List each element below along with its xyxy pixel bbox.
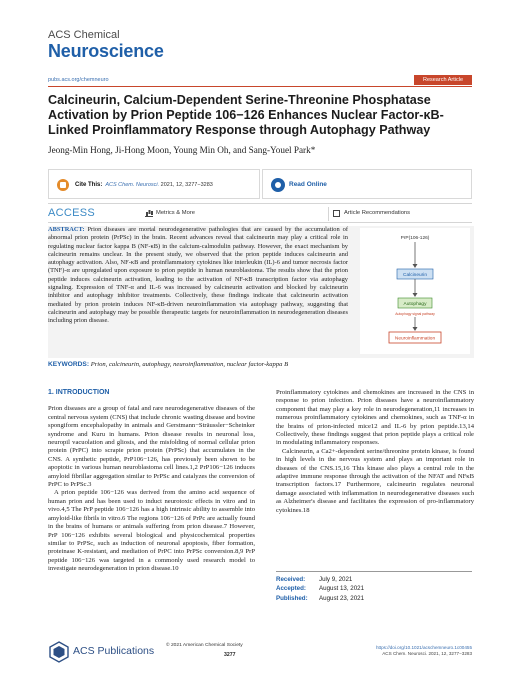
article-history <box>276 575 364 603</box>
body-column-left <box>48 389 255 574</box>
history-label: Accepted: <box>276 585 306 593</box>
article-type-badge: Research Article <box>414 75 472 85</box>
history-value: August 13, 2021 <box>319 585 365 593</box>
toc-arrowhead-1 <box>413 264 418 268</box>
paragraph: Prion diseases are a group of fatal and rare neurodegenerative diseases of the central nervous system (CNS) that include chronic wasting disease and bovine spongiform encephalopathy in animals and Gerstmann−Sträussler−Scheinker syndrome and Kuru in humans. Prion disease results in neuronal loss, neuropil vacuolation and gliosis, and the misfolding of normal cellular prion protein (PrPC) into scrapie prion protein (PrPSc) that accumulates in the CNS. A synthetic peptide, PrP106−126, has previously been shown to be apoptotic in various human neuroblastoma cell lines.1,2 PrP106−126 induces amyloid fibrillar aggregation similar to PrPSc and catalyzes the conversion of PrPC to PrPSc.3 <box>48 405 255 489</box>
cite-this-button[interactable] <box>48 169 260 199</box>
toc-top-label: PrP(106-126) <box>400 236 430 241</box>
paragraph: Calcineurin, a Ca2+-dependent serine/threonine protein kinase, is found in high levels in the nervous system and plays an important role in diseases of the CNS.15,16 This kinase also plays a central role in the adaptive immune response through the activation of the NFAT and NFκB transcription factors.17 Furthermore, calcineurin regulates neuronal damage associated with inflammation in neurodegenerative diseases such as Alzheimer's disease and facilitates the expression of pro-inflammatory cytokines.18 <box>276 447 474 514</box>
doi-block <box>376 645 472 658</box>
history-divider <box>276 571 472 572</box>
cite-ref: 2021, 12, 3277−3283 <box>159 182 213 188</box>
toc-graphic[interactable] <box>360 228 470 354</box>
history-label: Received: <box>276 576 306 583</box>
author-list[interactable]: Jeong-Min Hong, Ji-Hong Moon, Young Min Oh, and Sang-Youel Park* <box>48 145 316 155</box>
history-value: August 23, 2021 <box>319 594 365 602</box>
toc-side-label: Autophagy signal pathway <box>395 312 435 316</box>
history-received <box>276 575 364 584</box>
abstract-body: Prion diseases are mortal neurodegenerative pathologies that are caused by the accumulation of abnormal prion protein (PrPSc) in the brain. Recent advances reveal that calcineurin may play a critical role in regulating nuclear factor kappa B (NF-κB) in the calcium-calmodulin pathway. However, the exact mechanism by calcineurin remains unclear. In the present study, we observed that the prion peptide induces calcineurin and autophagy activation. Also, NF-κB and proinflammatory cytokines like interleukin (IL)-6 and tumor necrosis factor (TNF)-α are upregulated upon exposure to prion peptide in human neuroblastoma. The results show that the prion peptide induces calcineurin activation, leading to the activation of NF-κB transcription factor via autophagy signaling. Expression of TNF-α and IL-6 was increased by calcineurin activation and blocked by calcineurin inhibitor and autophagy inhibitor treatments. Collectively, these findings indicate that calcineurin activation mediated by prion protein induces NF-κB-driven neuroinflammation via autophagy pathway, suggesting that calcineurin and autophagy may be possible therapeutic targets for neuroinflammation in neurodegeneration diseases including prion disease. <box>48 226 348 325</box>
abstract-panel <box>48 226 474 358</box>
read-online-button[interactable] <box>262 169 472 199</box>
section-heading: 1. INTRODUCTION <box>48 389 110 396</box>
paragraph: Proinflammatory cytokines and chemokines are increased in the CNS in response to prion infection. Prion diseases have a neuroinflammatory component that may play a key role in neurodegeneration,11 increases in numerous proinflammatory cytokines and chemokines, such as TNF-α in the brains of prion-infected mice12 and IL-6 by prion peptide.13,14 Collectively, these findings suggest that prion peptide plays a critical role in modulating inflammatory responses. <box>276 389 474 447</box>
toc-arrowhead-2 <box>413 293 418 297</box>
body-column-right <box>276 389 474 515</box>
keywords-heading: KEYWORDS: <box>48 361 90 368</box>
header-divider <box>48 86 472 87</box>
toc-arrowhead-3 <box>413 327 418 331</box>
read-online-label: Read Online <box>289 181 327 188</box>
metrics-label: Metrics & More <box>156 210 195 216</box>
toc-box-neuroinflammation-label: Neuroinflammation <box>394 336 436 342</box>
page-number: 3277 <box>224 652 236 658</box>
access-bar <box>48 203 472 223</box>
doi-link[interactable]: https://doi.org/10.1021/acschemneuro.1c00455 <box>375 645 472 650</box>
footer-citation: ACS Chem. Neurosci. 2021, 12, 3277−3283 <box>382 651 472 657</box>
quote-icon <box>57 179 69 191</box>
cite-journal: ACS Chem. Neurosci. <box>105 182 160 188</box>
abstract-heading: ABSTRACT: <box>48 226 85 233</box>
recommendations-button[interactable] <box>344 210 410 216</box>
history-label: Published: <box>276 594 308 602</box>
read-online-icon <box>271 178 285 192</box>
access-separator <box>328 207 329 221</box>
history-published <box>276 594 364 603</box>
toc-box-autophagy-label: Autophagy <box>403 302 427 307</box>
journal-name-line1: ACS Chemical <box>48 29 120 41</box>
keywords-body: Prion, calcineurin, autophagy, neuroinflammation, nuclear factor-kappa B <box>90 361 289 368</box>
toc-diagram <box>360 228 470 354</box>
document-icon <box>333 210 340 217</box>
keywords <box>48 361 474 368</box>
article-title: Calcineurin, Calcium-Dependent Serine-Threonine Phosphatase Activation by Prion Peptide 106−126 Enhances Nuclear Factor-κB-Linked Proinflammatory Response through Autophagy Pathway <box>48 93 444 137</box>
metrics-button[interactable] <box>156 210 195 216</box>
journal-name-line2: Neuroscience <box>48 41 164 61</box>
cite-label: Cite This: <box>75 182 103 188</box>
access-label: ACCESS <box>48 207 96 219</box>
toc-box-calcineurin-label: Calcineurin <box>403 273 427 278</box>
journal-url-link[interactable]: pubs.acs.org/chemneuro <box>48 77 109 83</box>
copyright: © 2021 American Chemical Society <box>166 643 243 648</box>
acs-logo-icon <box>48 641 70 663</box>
paragraph: A prion peptide 106−126 was derived from the amino acid sequence of human prion and has been used to induct neurotoxic effects in vitro and in vivo.4,5 The PrP peptide 106−126 has a high intrinsic ability to assemble into amyloid-like fibrils in vitro.6 The regions 106−126 of PrPc are actually found in the brains of humans or animals suffering from prion disease.7 However, PrP 106−126 exhibits several biological and physicochemical properties similar to PrPSc, such as induction of neuronal apoptosis, fiber formation, proteinase K-resistant, and mediation of PrPC into PrPSc conversion.8,9 PrP peptide 106−126 was targeted in a commonly used research model to investigate neurodegeneration in prion disease.10 <box>48 489 255 573</box>
history-value: July 9, 2021 <box>319 576 353 583</box>
journal-logo[interactable] <box>48 30 164 60</box>
publisher-name[interactable]: ACS Publications <box>73 645 155 657</box>
bar-chart-icon <box>145 209 153 217</box>
history-accepted <box>276 584 364 593</box>
abstract-text <box>48 226 348 326</box>
page-footer <box>48 638 472 664</box>
recommendations-label: Article Recommendations <box>344 210 411 216</box>
